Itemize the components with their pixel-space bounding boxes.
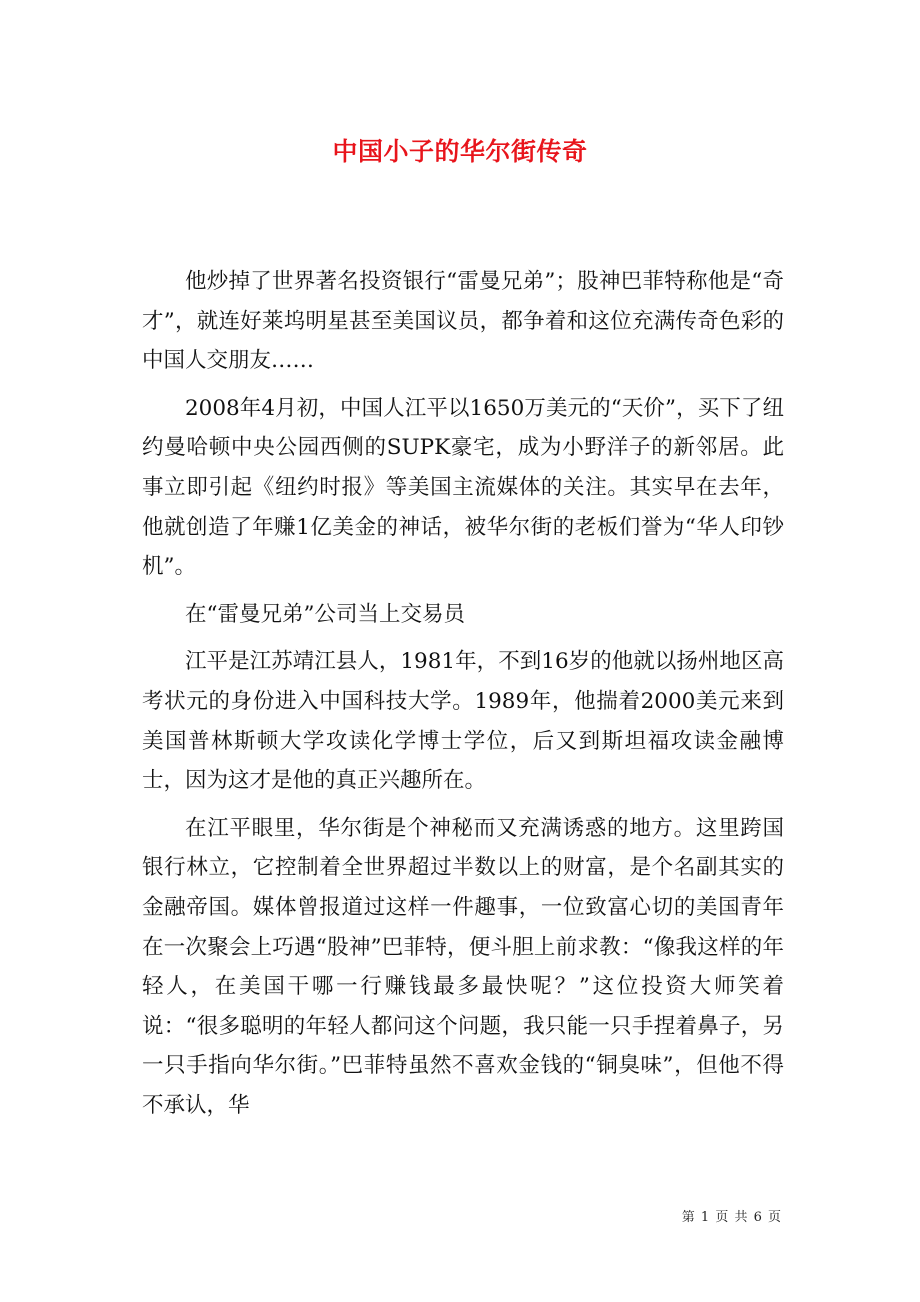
section-heading: 在“雷曼兄弟”公司当上交易员 <box>185 601 465 627</box>
paragraph-intro: 他炒掉了世界著名投资银行“雷曼兄弟”；股神巴菲特称他是“奇才”，就连好莱坞明星甚至美国议员，都争着和这位充满传奇色彩的中国人交朋友…… <box>142 269 784 374</box>
page-number-footer: 第 1 页 共 6 页 <box>681 1210 782 1225</box>
document-title: 中国小子的华尔街传奇 <box>332 136 588 166</box>
document-body <box>142 262 784 1133</box>
paragraph-wall-street: 在江平眼里，华尔街是个神秘而又充满诱惑的地方。这里跨国银行林立，它控制着全世界超过半数以上的财富，是个名副其实的金融帝国。媒体曾报道过这样一件趣事，一位致富心切的美国青年在一次聚会上巧遇“股神”巴菲特，便斗胆上前求教：“像我这样的年轻人，在美国干哪一行赚钱最多最快呢？”这位投资大师笑着说：“很多聪明的年轻人都问这个问题，我只能一只手捏着鼻子，另一只手指向华尔街。”巴菲特虽然不喜欢金钱的“铜臭味”，但他不得不承认，华 <box>142 815 784 1118</box>
paragraph-education: 江平是江苏靖江县人，1981年，不到16岁的他就以扬州地区高考状元的身份进入中国科技大学。1989年，他揣着2000美元来到美国普林斯顿大学攻读化学博士学位，后又到斯坦福攻读金融博士，因为这才是他的真正兴趣所在。 <box>142 649 784 794</box>
paragraph-mansion: 2008年4月初，中国人江平以1650万美元的“天价”，买下了纽约曼哈顿中央公园西侧的SUPK豪宅，成为小野洋子的新邻居。此事立即引起《纽约时报》等美国主流媒体的关注。其实早在去年，他就创造了年赚1亿美金的神话，被华尔街的老板们誉为“华人印钞机”。 <box>142 395 784 580</box>
